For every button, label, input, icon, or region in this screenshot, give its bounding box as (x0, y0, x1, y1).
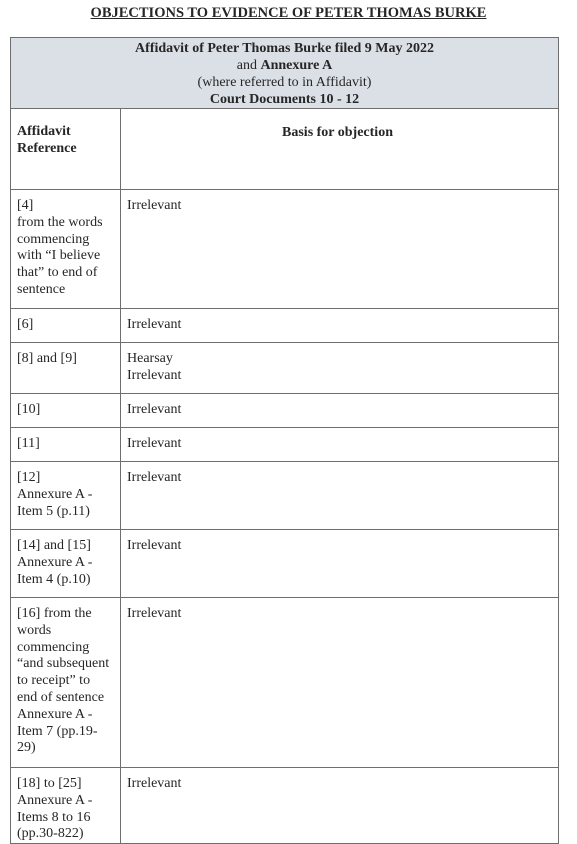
basis-line: Hearsay (127, 351, 173, 366)
basis-line: Irrelevant (127, 776, 182, 791)
table-row (11, 768, 559, 844)
reference-line: [4] (17, 198, 34, 213)
reference-line: sentence (17, 281, 66, 297)
reference-cell (11, 598, 121, 768)
reference-line: end of sentence (17, 689, 105, 705)
table-row (11, 530, 559, 598)
reference-cell (11, 428, 121, 462)
reference-line: words (17, 622, 52, 638)
reference-line: [10] (17, 402, 41, 417)
basis-line: Irrelevant (127, 606, 182, 621)
annexure-name: Annexure A (260, 58, 333, 73)
reference-line: that” to end of (17, 265, 98, 281)
reference-line: [16] from the (17, 606, 92, 621)
reference-line: [18] to [25] (17, 776, 82, 791)
reference-line: commencing (17, 639, 90, 655)
reference-cell (11, 190, 121, 309)
affidavit-title: Affidavit of Peter Thomas Burke filed 9 May 2022 (135, 41, 434, 56)
reference-line: Annexure A - (17, 486, 93, 502)
affidavit-header-cell (11, 38, 559, 109)
reference-line: (pp.30-822) (17, 826, 84, 842)
reference-cell (11, 462, 121, 530)
basis-cell (121, 530, 559, 598)
basis-line: Irrelevant (127, 436, 182, 451)
basis-line: Irrelevant (127, 317, 182, 332)
reference-line: [11] (17, 436, 40, 451)
reference-line: Item 5 (p.11) (17, 503, 90, 519)
reference-line: [14] and [15] (17, 538, 91, 553)
reference-cell (11, 343, 121, 394)
reference-line: Item 7 (pp.19- (17, 723, 98, 739)
annexure-line (11, 57, 558, 74)
basis-cell (121, 394, 559, 428)
reference-cell (11, 768, 121, 844)
objection-rows (11, 190, 559, 844)
court-documents: Court Documents 10 - 12 (209, 92, 360, 107)
objections-table (10, 37, 559, 844)
reference-line: 29) (17, 740, 36, 756)
reference-line: “and subsequent (17, 656, 110, 672)
reference-cell (11, 530, 121, 598)
basis-cell (121, 309, 559, 343)
reference-line: [12] (17, 470, 41, 485)
column-header-row (11, 109, 559, 190)
reference-line: Annexure A - (17, 554, 93, 570)
reference-line: Annexure A - (17, 706, 93, 722)
document-title: OBJECTIONS TO EVIDENCE OF PETER THOMAS BURKE (90, 5, 487, 21)
reference-line: [8] and [9] (17, 351, 77, 366)
basis-line: Irrelevant (127, 538, 182, 553)
reference-line: from the words (17, 214, 103, 230)
table-row (11, 598, 559, 768)
basis-cell (121, 598, 559, 768)
reference-line: Items 8 to 16 (17, 809, 91, 825)
basis-cell (121, 428, 559, 462)
reference-line: with “I believe (17, 248, 101, 264)
table-row (11, 309, 559, 343)
reference-cell (11, 309, 121, 343)
table-row (11, 394, 559, 428)
table-row (11, 343, 559, 394)
reference-header-line: Affidavit (17, 124, 71, 139)
reference-line: Annexure A - (17, 792, 93, 808)
basis-cell (121, 768, 559, 844)
reference-header-line: Reference (17, 140, 77, 156)
basis-line: Irrelevant (127, 198, 182, 213)
reference-column-header (11, 109, 121, 190)
table-row (11, 428, 559, 462)
basis-cell (121, 190, 559, 309)
affidavit-note: (where referred to in Affidavit) (197, 75, 372, 90)
basis-line: Irrelevant (127, 368, 182, 383)
basis-cell (121, 462, 559, 530)
table-row (11, 462, 559, 530)
basis-line: Irrelevant (127, 470, 182, 485)
reference-line: to receipt” to (17, 673, 91, 689)
basis-column-header: Basis for objection (121, 109, 559, 190)
basis-cell (121, 343, 559, 394)
reference-line: commencing (17, 231, 90, 247)
reference-cell (11, 394, 121, 428)
reference-line: Item 4 (p.10) (17, 571, 91, 587)
basis-line: Irrelevant (127, 402, 182, 417)
affidavit-header-row (11, 38, 559, 109)
annexure-prefix: and (236, 58, 261, 73)
table-row (11, 190, 559, 309)
reference-line: [6] (17, 317, 34, 332)
